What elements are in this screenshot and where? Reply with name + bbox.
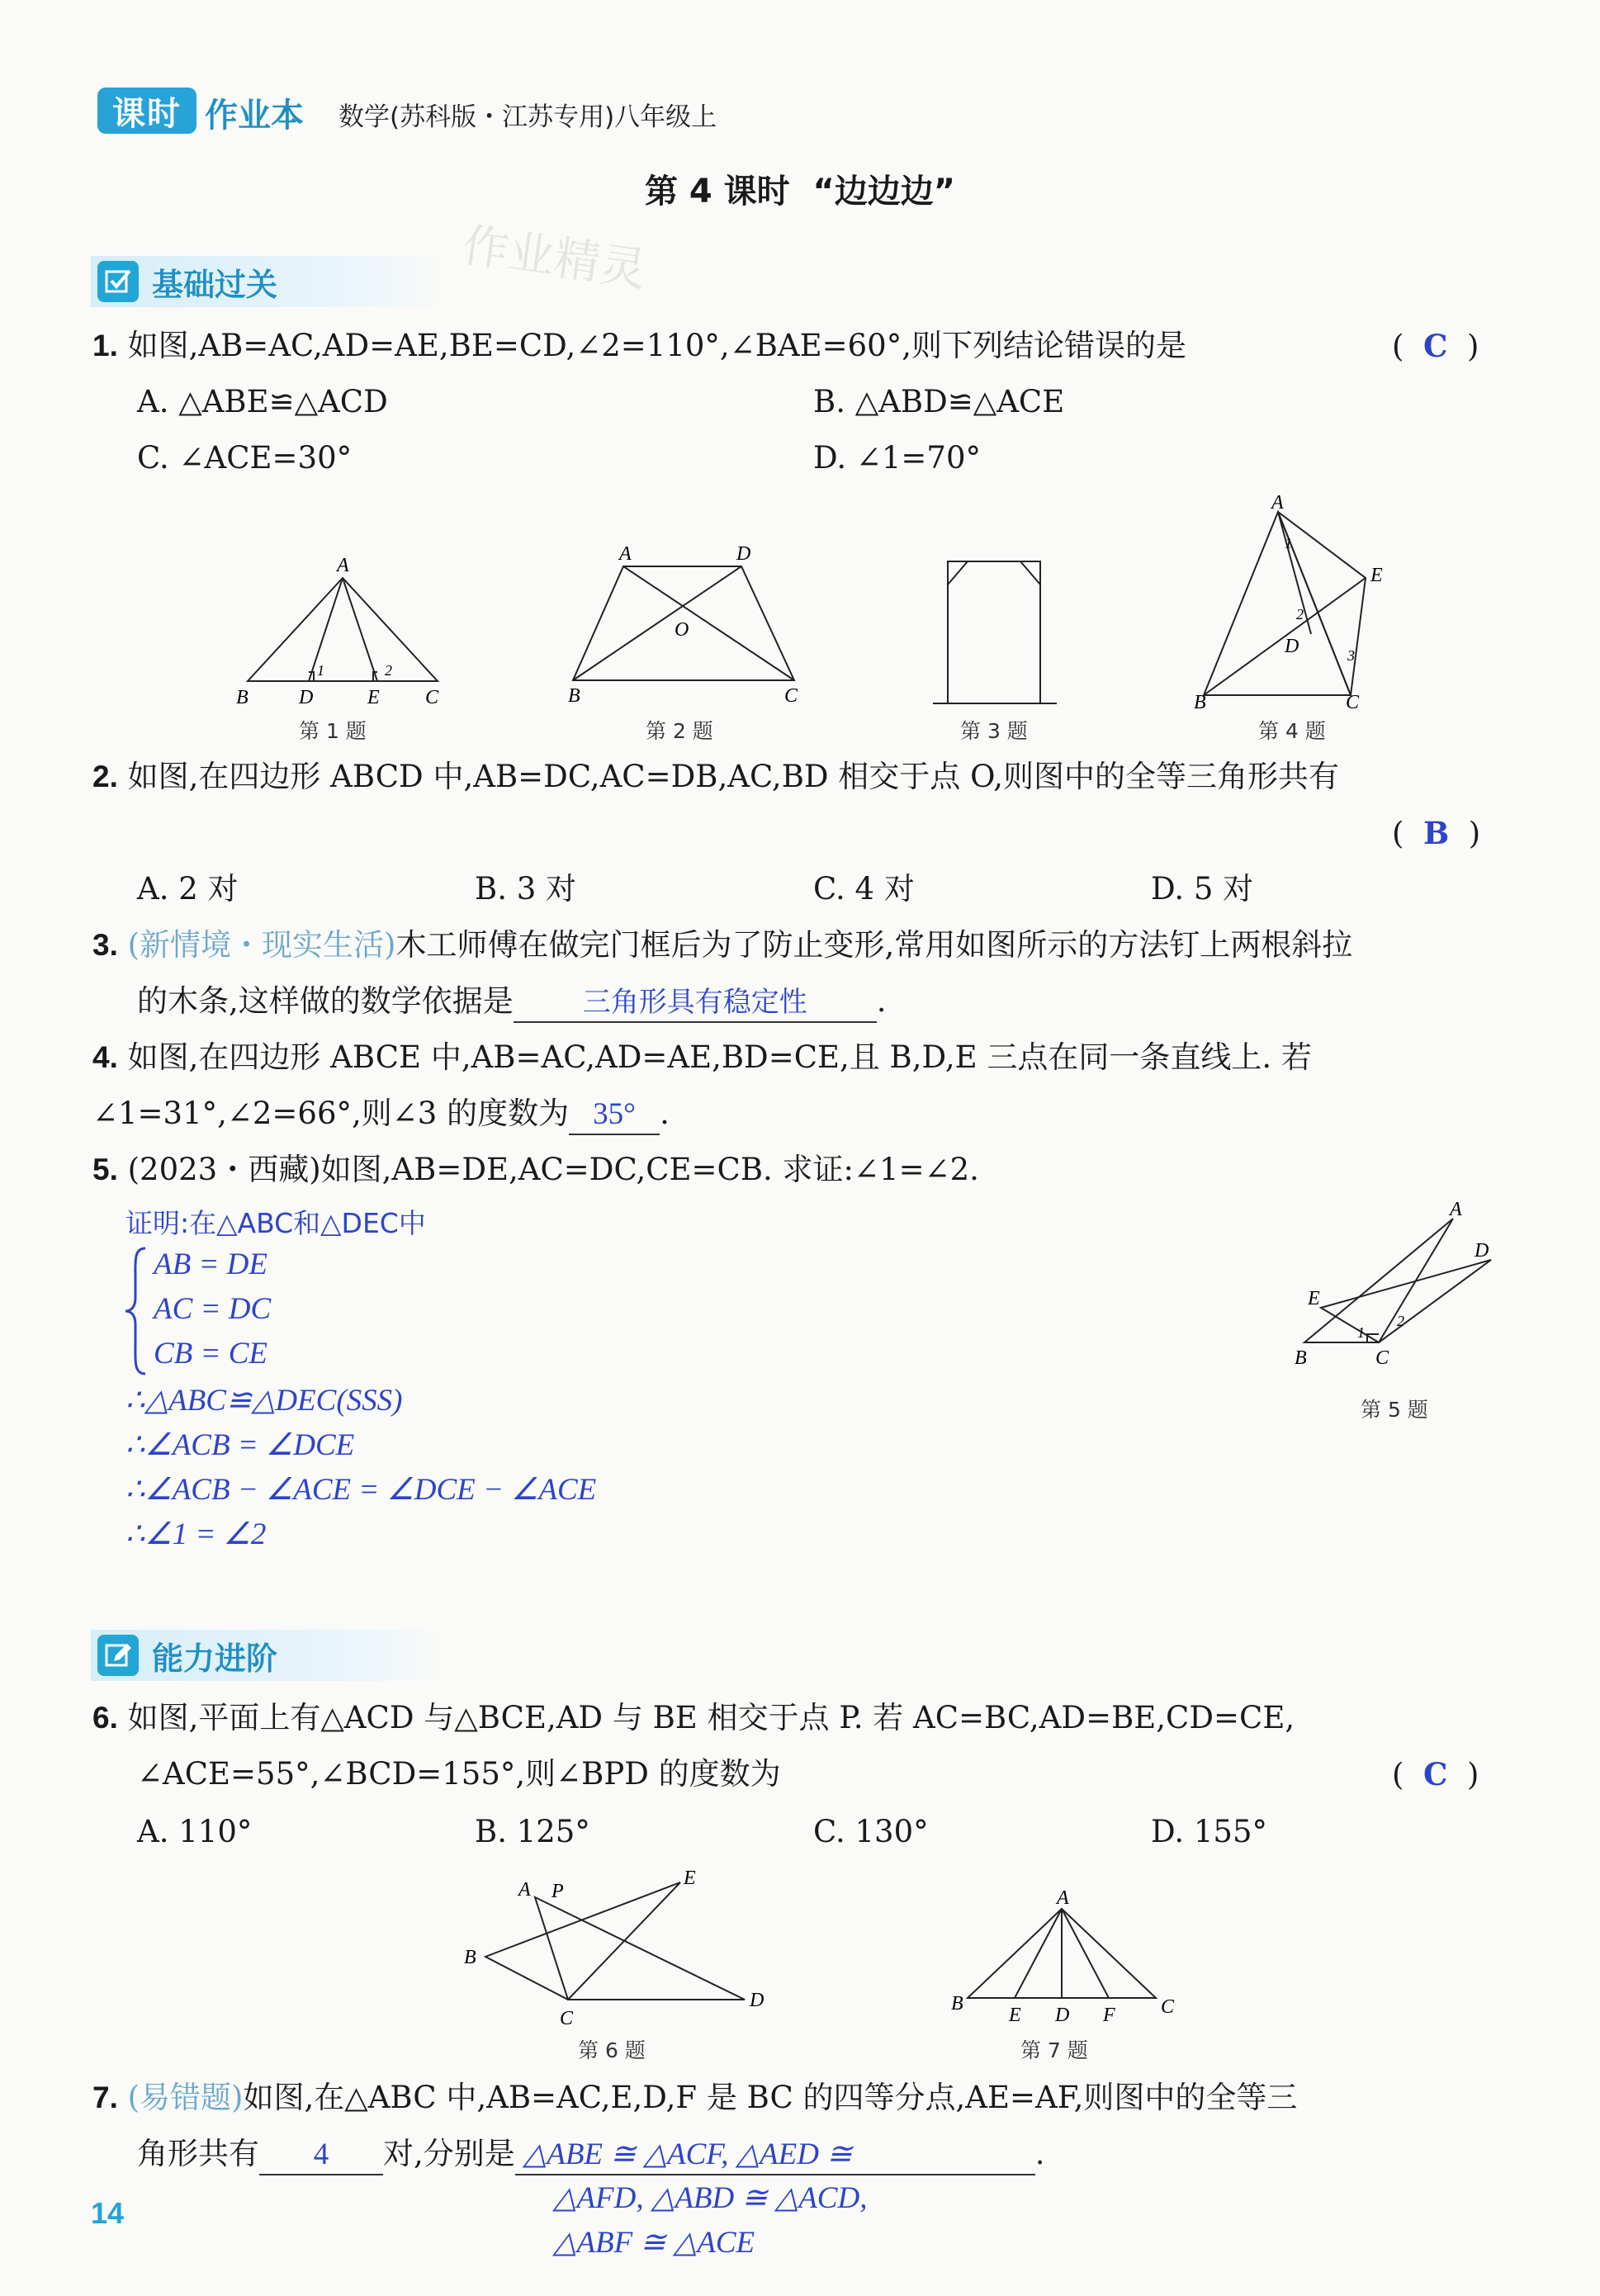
fig4-label-2: 2 — [1296, 606, 1304, 623]
q3-end: . — [876, 983, 887, 1019]
q7-end: . — [1034, 2136, 1045, 2171]
figure-6 — [452, 1868, 766, 2033]
q6-option-b: B. 125° — [475, 1814, 590, 1849]
figure-7-caption: 第 7 题 — [1020, 2038, 1088, 2062]
q5-brace — [124, 1245, 149, 1377]
q7-stem — [92, 2079, 1297, 2117]
fig4-label-3: 3 — [1347, 647, 1355, 664]
fig1-label-e: E — [367, 687, 380, 708]
q1-answer: C — [1422, 328, 1448, 364]
q4-line2-text: ∠1=31°,∠2=66°,则∠3 的度数为 — [92, 1096, 570, 1131]
q2-option-c: C. 4 对 — [813, 871, 915, 907]
fig2-label-a: A — [619, 543, 632, 565]
fig4-label-e: E — [1370, 565, 1383, 586]
q4-text: 如图,在四边形 ABCE 中,AB=AC,AD=AE,BD=CE,且 B,D,E 三点在同一条直线上. 若 — [127, 1039, 1312, 1075]
header-logo — [97, 88, 196, 134]
q3-stem — [92, 926, 1352, 964]
fig7-label-f: F — [1103, 2005, 1115, 2026]
figure-6-caption: 第 6 题 — [578, 2038, 646, 2062]
figure-5-caption: 第 5 题 — [1361, 1398, 1428, 1422]
section-advanced-title: 能力进阶 — [152, 1640, 278, 1677]
fig5-label-1: 1 — [1357, 1324, 1365, 1341]
q1-option-c: C. ∠ACE=30° — [137, 440, 353, 476]
q7-pair-2: △AFD, △ABD ≅ △ACD, — [553, 2181, 868, 2215]
lesson-title: 第 4 课时 “边边边” — [644, 173, 956, 211]
fig6-label-c: C — [560, 2008, 574, 2029]
fig1-label-1: 1 — [317, 662, 324, 679]
fig2-label-c: C — [784, 685, 798, 707]
q7-count: 4 — [313, 2137, 329, 2171]
q6-stem — [92, 1699, 1295, 1737]
fig5-label-b: B — [1295, 1347, 1307, 1369]
fig4-label-c: C — [1346, 692, 1360, 710]
q6-option-c: C. 130° — [813, 1814, 929, 1849]
q2-number: 2. — [92, 760, 118, 793]
brand-title: 作业本 — [205, 97, 304, 135]
q1-text: 如图,AB=AC,AD=AE,BE=CD,∠2=110°,∠BAE=60°,则下列结论错误的是 — [127, 328, 1186, 363]
q6-number: 6. — [92, 1701, 118, 1735]
q4-stem — [92, 1039, 1312, 1077]
q6-answer: C — [1422, 1756, 1448, 1792]
figure-3-caption: 第 3 题 — [960, 719, 1028, 743]
q6-answer-box: ( C ) — [1392, 1756, 1479, 1792]
q7-pairs-blank — [515, 2135, 1035, 2175]
q5-number: 5. — [92, 1153, 118, 1186]
fig4-label-a: A — [1271, 495, 1284, 514]
q4-answer-blank — [569, 1095, 660, 1135]
q2-text: 如图,在四边形 ABCD 中,AB=DC,AC=DB,AC,BD 相交于点 O,则图中的全等三角形共有 — [127, 759, 1339, 794]
figure-3 — [925, 555, 1065, 712]
figure-2-caption: 第 2 题 — [646, 719, 713, 743]
q6-text: 如图,平面上有△ACD 与△BCE,AD 与 BE 相交于点 P. 若 AC=BC,AD=BE,CD=CE, — [127, 1700, 1295, 1735]
q3-answer: 三角形具有稳定性 — [582, 986, 807, 1019]
q5-text: (2023・西藏)如图,AB=DE,AC=DC,CE=CB. 求证:∠1=∠2. — [127, 1152, 979, 1187]
q2-answer: B — [1422, 815, 1450, 851]
fig1-label-2: 2 — [385, 662, 392, 679]
q2-option-a: A. 2 对 — [137, 871, 239, 907]
fig5-label-a: A — [1450, 1202, 1462, 1220]
q6-option-a: A. 110° — [137, 1814, 253, 1849]
q2-stem — [92, 758, 1339, 796]
fig5-label-c: C — [1375, 1347, 1389, 1369]
pencil-icon — [97, 1635, 139, 1676]
checkbox-icon — [97, 261, 139, 302]
q4-number: 4. — [92, 1040, 118, 1074]
fig4-label-d: D — [1285, 636, 1299, 657]
fig7-label-a: A — [1057, 1889, 1069, 1909]
fig7-label-d: D — [1055, 2005, 1070, 2026]
q5-stem — [92, 1151, 979, 1189]
q3-line2-text: 的木条,这样做的数学依据是 — [137, 983, 514, 1019]
q6-line2: ∠ACE=55°,∠BCD=155°,则∠BPD 的度数为 — [137, 1756, 781, 1792]
fig4-label-1: 1 — [1285, 535, 1292, 552]
q5-proof-intro: 证明:在△ABC和△DEC中 — [125, 1207, 426, 1239]
fig6-label-b: B — [464, 1947, 476, 1968]
q7-tag: (易错题) — [127, 2080, 244, 2115]
q1-option-a: A. △ABE≌△ACD — [137, 384, 388, 419]
q1-option-d: D. ∠1=70° — [813, 440, 981, 476]
q7-text: 如图,在△ABC 中,AB=AC,E,D,F 是 BC 的四等分点,AE=AF,则图中的全等三 — [243, 2080, 1298, 2115]
q4-answer: 35° — [593, 1097, 636, 1131]
fig1-label-d: D — [299, 687, 314, 708]
q4-end: . — [660, 1096, 670, 1131]
fig6-label-p: P — [551, 1881, 564, 1902]
fig4-label-b: B — [1194, 692, 1206, 710]
fig5-label-d: D — [1475, 1240, 1489, 1262]
q1-answer-box: ( C ) — [1392, 328, 1479, 364]
figure-2 — [561, 542, 809, 715]
subject-title: 数学(苏科版・江苏专用)八年级上 — [338, 102, 717, 132]
q5-proof-line-3: CB = CE — [154, 1337, 268, 1370]
section-advanced — [91, 1630, 444, 1681]
q7-pair-3: △ABF ≅ △ACE — [553, 2226, 755, 2260]
q3-tag: (新情境・现实生活) — [127, 927, 396, 963]
fig2-label-o: O — [675, 619, 689, 641]
fig7-label-e: E — [1009, 2005, 1021, 2026]
q1-number: 1. — [92, 329, 118, 362]
figure-4 — [1186, 495, 1400, 710]
fig2-label-b: B — [568, 685, 580, 707]
figure-5 — [1288, 1202, 1503, 1375]
fig1-label-c: C — [425, 687, 439, 708]
q4-line2 — [92, 1095, 670, 1135]
q2-option-b: B. 3 对 — [475, 871, 577, 907]
fig5-label-e: E — [1308, 1288, 1320, 1309]
page-number: 14 — [91, 2196, 125, 2230]
q7-count-blank — [259, 2135, 383, 2175]
fig7-label-b: B — [951, 1993, 963, 2014]
q5-proof-line-1: AB = DE — [154, 1247, 267, 1281]
section-basic — [91, 256, 444, 307]
q7-pair-1: △ABE ≅ △ACF, △AED ≅ — [523, 2137, 853, 2171]
fig1-label-b: B — [236, 687, 249, 708]
q3-text: 木工师傅在做完门框后为了防止变形,常用如图所示的方法钉上两根斜拉 — [395, 927, 1353, 963]
fig2-label-d: D — [736, 543, 751, 565]
q7-line2b: 对,分别是 — [383, 2136, 515, 2171]
watermark: 作业精灵 — [458, 218, 650, 298]
q7-line2a: 角形共有 — [137, 2136, 259, 2171]
section-basic-title: 基础过关 — [152, 266, 278, 303]
fig1-label-a: A — [337, 555, 349, 576]
q1-option-b: B. △ABD≌△ACE — [813, 384, 1065, 419]
fig7-label-c: C — [1161, 1996, 1175, 2018]
figure-1-caption: 第 1 题 — [299, 719, 367, 743]
figure-7 — [941, 1889, 1189, 2029]
q6-option-d: D. 155° — [1151, 1814, 1267, 1849]
fig6-label-d: D — [750, 1990, 764, 2011]
fig5-label-2: 2 — [1397, 1313, 1404, 1329]
q1-stem — [92, 327, 1186, 365]
q5-proof-line-2: AC = DC — [154, 1292, 272, 1326]
q2-answer-box: ( B ) — [1392, 815, 1481, 851]
q7-number: 7. — [92, 2081, 118, 2114]
q5-proof-line-7: ∴∠1 = ∠2 — [125, 1517, 267, 1551]
q3-answer-blank — [514, 982, 877, 1023]
q5-proof-line-4: ∴△ABC≌△DEC(SSS) — [125, 1384, 403, 1418]
q5-proof-line-6: ∴∠ACB − ∠ACE = ∠DCE − ∠ACE — [125, 1473, 597, 1507]
q5-proof-line-5: ∴∠ACB = ∠DCE — [125, 1428, 355, 1462]
q3-number: 3. — [92, 928, 118, 962]
fig6-label-a: A — [518, 1879, 531, 1901]
figure-1 — [231, 545, 446, 722]
figure-4-caption: 第 4 题 — [1258, 719, 1326, 743]
q7-line2 — [137, 2135, 1045, 2175]
fig6-label-e: E — [684, 1868, 696, 1889]
logo-text: 课时 — [112, 94, 182, 133]
q2-option-d: D. 5 对 — [1151, 871, 1254, 907]
q3-line2 — [137, 982, 887, 1023]
